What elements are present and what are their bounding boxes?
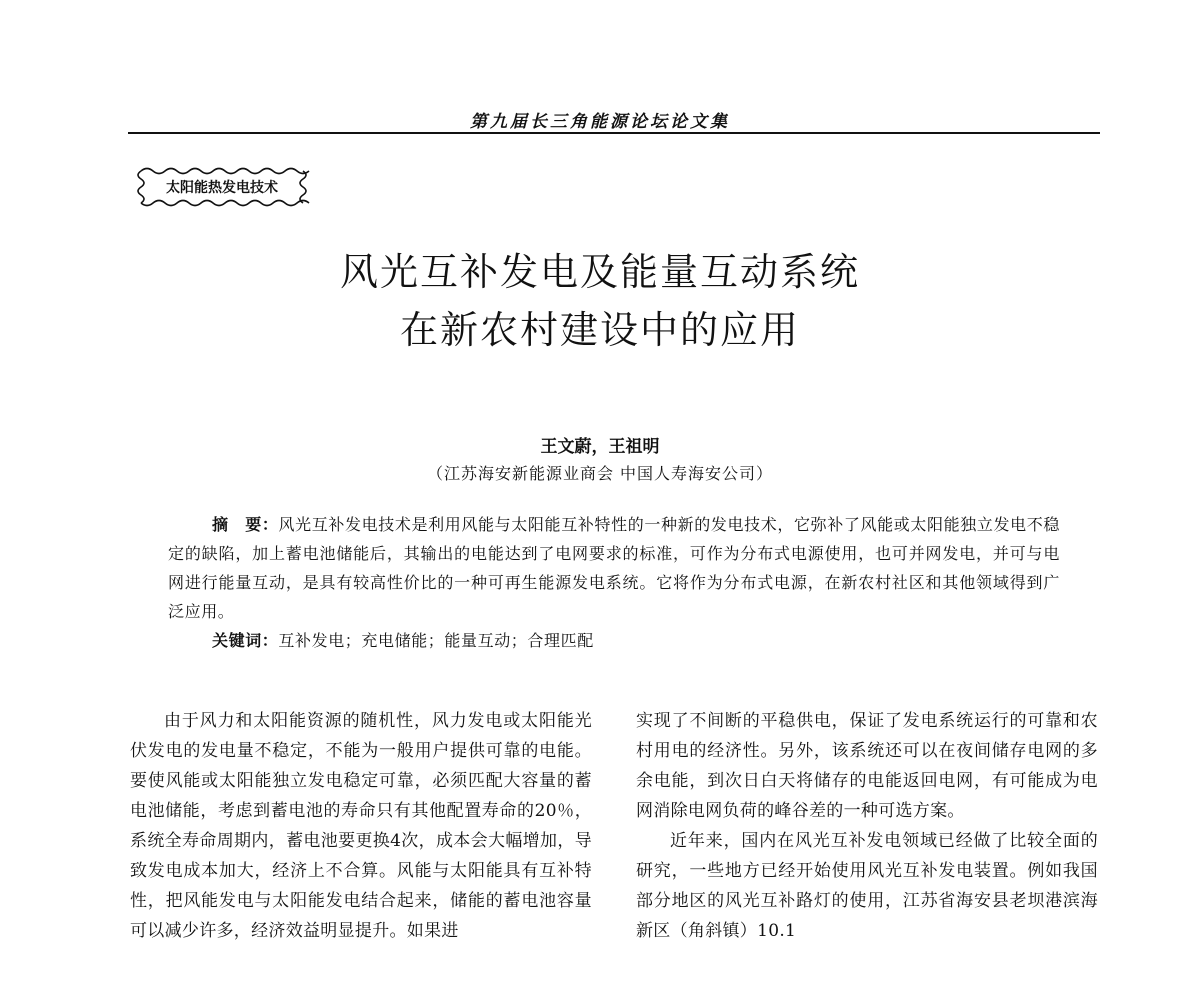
title-line-2: 在新农村建设中的应用 (399, 308, 800, 352)
body-column-left (130, 706, 592, 946)
abstract-label: 摘 要： (212, 515, 279, 534)
abstract-text: 风光互补发电技术是利用风能与太阳能互补特性的一种新的发电技术，它弥补了风能或太阳能独立发电不稳定的缺陷，加上蓄电池储能后，其输出的电能达到了电网要求的标准，可作为分布式电源使用，也可并网发电，并可与电网进行能量互动，是具有较高性价比的一种可再生能源发电系统。它将作为分布式电源，在新农村社区和其他领域得到广泛应用。 (168, 515, 1060, 621)
header-rule (128, 132, 1100, 134)
paper-title (0, 243, 1200, 359)
abstract-paragraph (168, 510, 1060, 626)
body-paragraph: 近年来，国内在风光互补发电领域已经做了比较全面的研究，一些地方已经开始使用风光互补发电装置。例如我国部分地区的风光互补路灯的使用，江苏省海安县老坝港滨海新区（角斜镇）10.1 (636, 831, 1098, 941)
affiliation: （江苏海安新能源业商会 中国人寿海安公司） (426, 464, 774, 483)
keywords-text: 互补发电；充电储能；能量互动；合理匹配 (278, 631, 594, 650)
abstract (168, 510, 1060, 655)
authors: 王文蔚，王祖明 (540, 437, 660, 457)
body-paragraph: 由于风力和太阳能资源的随机性，风力发电或太阳能光伏发电的发电量不稳定，不能为一般用户提供可靠的电能。要使风能或太阳能独立发电稳定可靠，必须匹配大容量的蓄电池储能，考虑到蓄电池的寿命只有其他配置寿命的20％，系统全寿命周期内，蓄电池要更换4次，成本会大幅增加，导致发电成本加大，经济上不合算。风能与太阳能具有互补特性，把风能发电与太阳能发电结合起来，储能的蓄电池容量可以减少许多，经济效益明显提升。如果进 (130, 711, 592, 941)
title-line-1: 风光互补发电及能量互动系统 (339, 250, 860, 294)
section-tag (133, 165, 311, 209)
keywords-label: 关键词： (212, 631, 279, 650)
body-column-right (636, 706, 1098, 946)
section-tag-label: 太阳能热发电技术 (166, 180, 278, 196)
keywords (168, 626, 1060, 655)
body-paragraph: 实现了不间断的平稳供电，保证了发电系统运行的可靠和农村用电的经济性。另外，该系统还可以在夜间储存电网的多余电能，到次日白天将储存的电能返回电网，有可能成为电网消除电网负荷的峰谷差的一种可选方案。 (636, 711, 1098, 821)
running-header: 第九届长三角能源论坛论文集 (470, 112, 730, 132)
